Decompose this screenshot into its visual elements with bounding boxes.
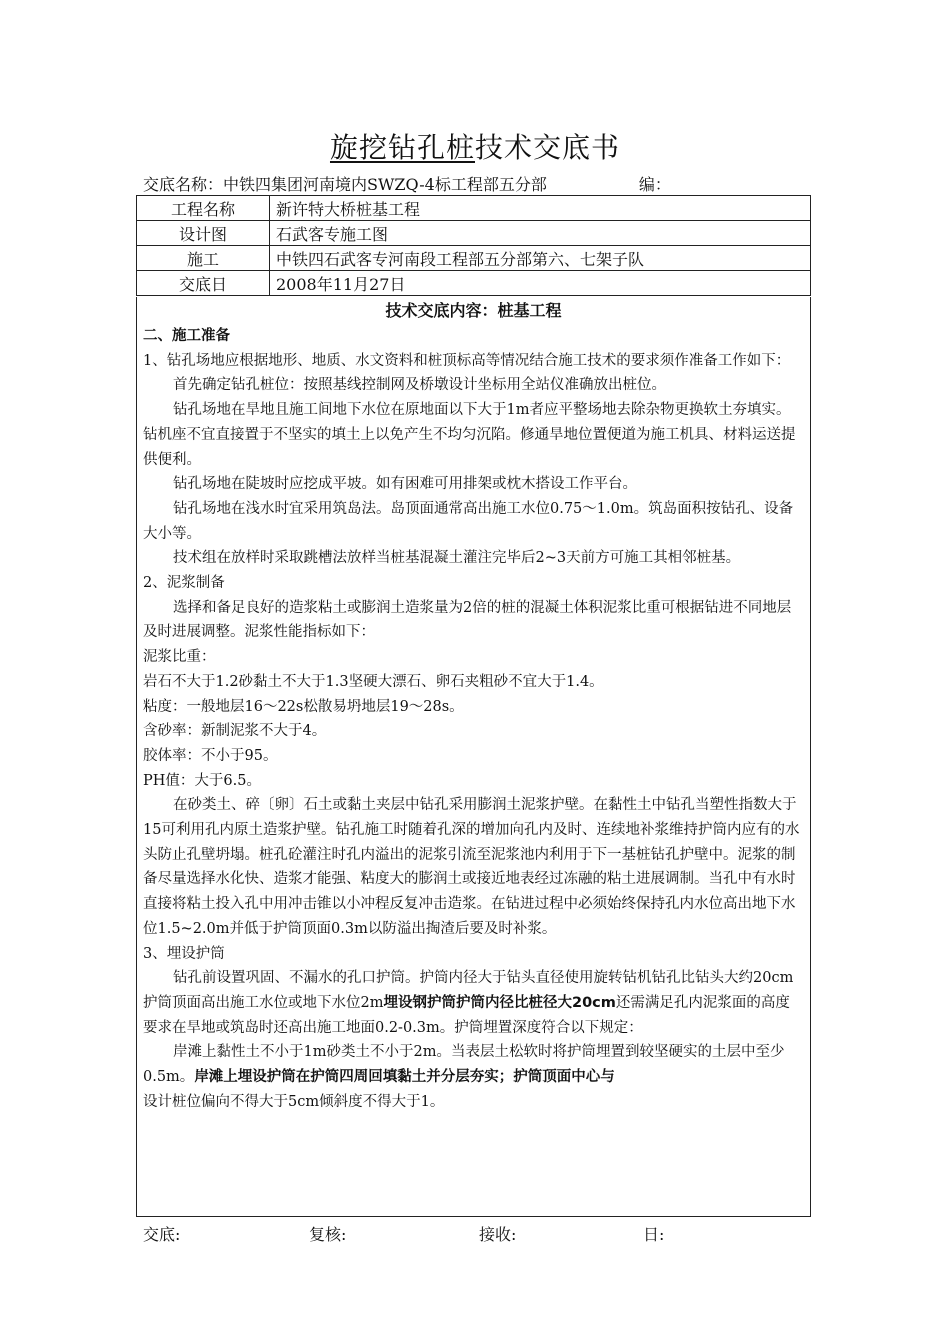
row-key: 设计图 bbox=[137, 221, 270, 246]
table-row bbox=[137, 221, 811, 246]
row-key: 交底日 bbox=[137, 271, 270, 296]
section-heading: 二、施工准备 bbox=[143, 328, 230, 344]
paragraph: 设计桩位偏向不得大于5cm倾斜度不得大于1。 bbox=[143, 1093, 445, 1110]
table-row bbox=[137, 196, 811, 221]
handover-name: 交底名称：中铁四集团河南境内SWZQ-4标工程部五分部 bbox=[143, 175, 547, 194]
info-table bbox=[136, 195, 811, 296]
row-key: 施工 bbox=[137, 246, 270, 271]
date-signature-label: 日: bbox=[643, 1225, 665, 1244]
table-row bbox=[137, 271, 811, 296]
paragraph: 选择和备足良好的造浆粘土或膨润土造浆量为2倍的桩的混凝土体积泥浆比重可根据钻进不同地层及时进展调整。泥浆性能指标如下： bbox=[143, 599, 792, 641]
paragraph: 首先确定钻孔桩位：按照基线控制网及桥墩设计坐标用全站仪准确放出桩位。 bbox=[173, 377, 666, 394]
paragraph: 钻孔场地在浅水时宜采用筑岛法。岛顶面通常高出施工水位0.75～1.0m。筑岛面积按钻孔、设备大小等。 bbox=[143, 500, 794, 542]
paragraph: 在砂类土、碎〔卵〕石土或黏土夹层中钻孔采用膨润土泥浆护壁。在黏性土中钻孔当塑性指数大于15可利用孔内原土造浆护壁。钻孔施工时随着孔深的增加向孔内及时、连续地补浆维持护筒内应有的水头防止孔壁坍塌。桩孔砼灌注时孔内溢出的泥浆引流至泥浆池内利用于下一基桩钻孔护壁中。泥浆的制备尽量选择水化快、造浆才能强、粘度大的膨润土或接近地表经过冻融的粘土进展调制。当孔中有水时直接将粘土投入孔中用冲击锥以小冲程反复冲击造浆。在钻进过程中必须始终保持孔内水位高出地下水位1.5~2.0m并低于护筒顶面0.3m以防溢出掏渣后要及时补浆。 bbox=[143, 797, 800, 937]
content-title: 技术交底内容：桩基工程 bbox=[385, 301, 562, 320]
paragraph-bold-text: 岸滩上埋设护筒在护筒四周回填黏土并分层夯实；护筒顶面中心与 bbox=[194, 1069, 615, 1086]
header-line bbox=[143, 172, 823, 195]
paragraph-text: 岸滩上黏性土不小于1m砂类土不小于2m。当表层土松软时将护筒埋置到较坚硬实的土层中至少0.5m。 bbox=[143, 1044, 785, 1086]
paragraph: 钻孔场地在旱地且施工间地下水位在原地面以下大于1m者应平整场地去除杂物更换软土夯填实。钻机座不宜直接置于不坚实的填土上以免产生不均匀沉陷。修通旱地位置便道为施工机具、材料运送提供便利。 bbox=[143, 402, 796, 468]
paragraph-text: 钻孔前设置巩固、不漏水的孔口护筒。护筒内径大于钻头直径使用旋转钻机钻孔比钻头大约20cm护筒顶面高出施工水位或地下水位2m bbox=[143, 970, 794, 1011]
table-row bbox=[137, 246, 811, 271]
receive-signature-label: 接收: bbox=[479, 1225, 517, 1244]
paragraph: 泥浆比重： bbox=[143, 649, 216, 666]
paragraph: 含砂率：新制泥浆不大于4。 bbox=[143, 723, 327, 740]
paragraph: 钻孔场地在陡坡时应挖成平坡。如有困难可用排架或枕木搭设工作平台。 bbox=[173, 476, 637, 493]
content-body bbox=[143, 324, 803, 1115]
paragraph: 岩石不大于1.2砂黏土不大于1.3坚硬大漂石、卵石夹粗砂不宜大于1.4。 bbox=[143, 673, 604, 690]
row-value: 2008年11月27日 bbox=[270, 271, 811, 296]
review-signature-label: 复核: bbox=[309, 1225, 347, 1244]
paragraph bbox=[143, 966, 803, 1040]
title-underlined: 旋挖钻孔桩 bbox=[329, 131, 475, 164]
row-value: 石武客专施工图 bbox=[270, 221, 811, 246]
paragraph: 3、埋设护筒 bbox=[143, 945, 225, 962]
row-key: 工程名称 bbox=[137, 196, 270, 221]
paragraph: 2、泥浆制备 bbox=[143, 575, 225, 592]
title-rest: 技术交底书 bbox=[475, 131, 621, 164]
paragraph: 粘度：一般地层16～22s松散易坍地层19～28s。 bbox=[143, 698, 464, 715]
paragraph bbox=[143, 1040, 803, 1089]
row-value: 中铁四石武客专河南段工程部五分部第六、七架子队 bbox=[270, 246, 811, 271]
paragraph-text: 还需满足孔内泥浆面的高度要求在旱地或筑岛时还高出施工地面0.2-0.3m。护筒埋置深度符合以下规定： bbox=[143, 994, 790, 1036]
paragraph: 1、钻孔场地应根据地形、地质、水文资料和桩顶标高等情况结合施工技术的要求须作准备工作如下： bbox=[143, 352, 791, 369]
row-value: 新许特大桥桩基工程 bbox=[270, 196, 811, 221]
paragraph: PH值：大于6.5。 bbox=[143, 772, 261, 789]
content-box bbox=[136, 297, 811, 1217]
paragraph: 胶体率：不小于95。 bbox=[143, 747, 278, 764]
paragraph-list bbox=[143, 324, 803, 966]
paragraph-bold-text: 埋设钢护筒护筒内径比桩径大20cm bbox=[383, 994, 616, 1011]
handover-signature-label: 交底: bbox=[143, 1225, 181, 1244]
document-title bbox=[0, 126, 950, 166]
paragraph: 技术组在放样时采取跳槽法放样当桩基混凝土灌注完毕后2~3天前方可施工其相邻桩基。 bbox=[173, 550, 741, 567]
number-label: 编： bbox=[638, 175, 671, 194]
